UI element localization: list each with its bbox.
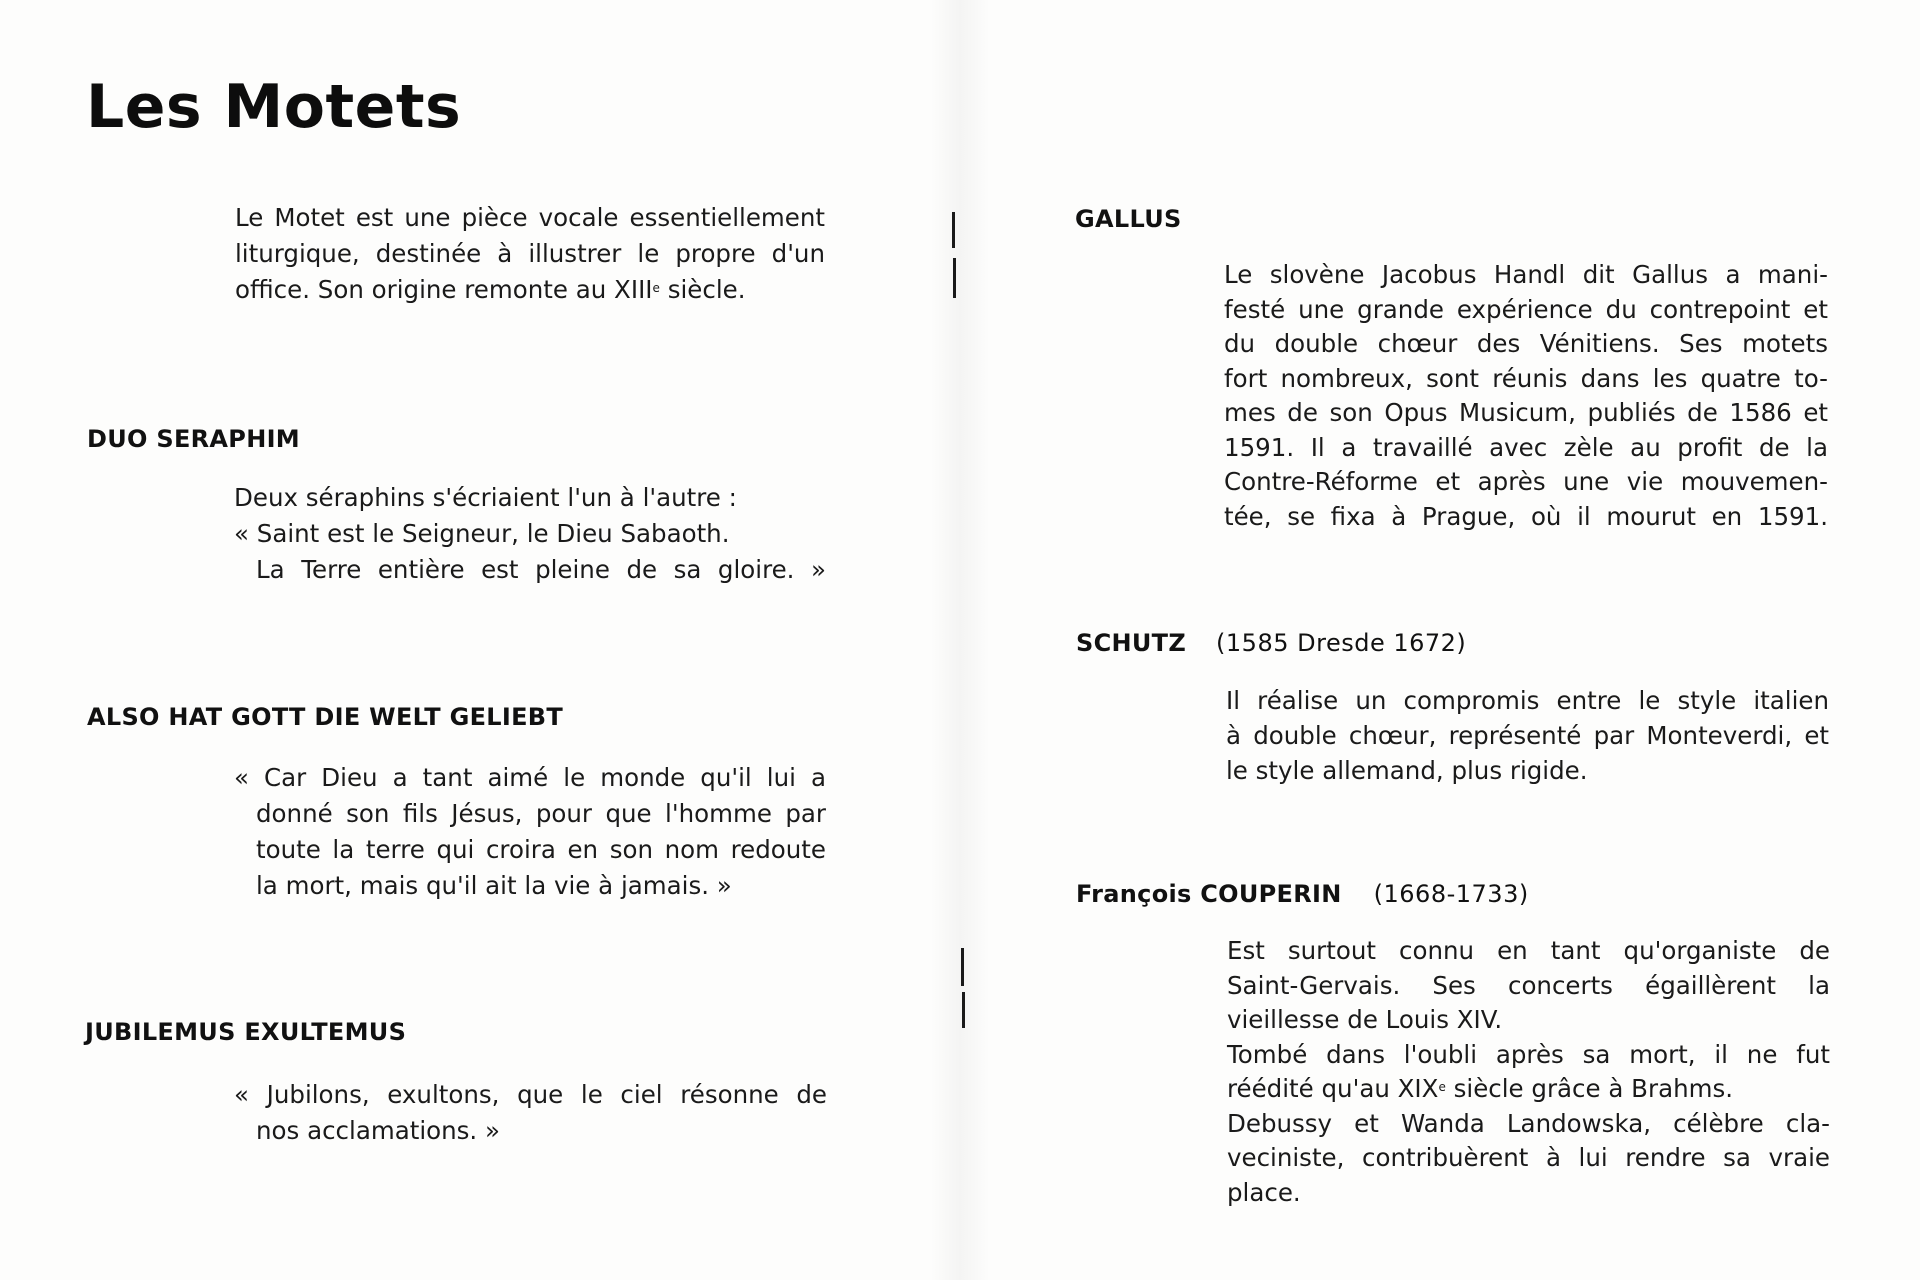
text-line: fort nombreux, sont réunis dans les quatre to- <box>1224 363 1828 393</box>
schutz-text <box>1226 683 1829 788</box>
text-line: réédité qu'au XIXe siècle grâce à Brahms. <box>1227 1074 1734 1103</box>
text-line: office. Son origine remonte au XIIIe siècle. <box>235 275 746 304</box>
intro-paragraph <box>235 200 825 308</box>
page-title: Les Motets <box>86 72 462 142</box>
text-line: festé une grande expérience du contrepoint et <box>1224 294 1828 324</box>
section-heading-also-hat-gott: ALSO HAT GOTT DIE WELT GELIEBT <box>87 703 564 731</box>
text-line: le style allemand, plus rigide. <box>1226 756 1588 785</box>
text-line: liturgique, destinée à illustrer le propre d'un <box>235 239 825 268</box>
text-line: la mort, mais qu'il ait la vie à jamais. » <box>256 871 732 900</box>
text-line: place. <box>1227 1177 1301 1207</box>
text-line: du double chœur des Vénitiens. Ses motets <box>1224 329 1828 358</box>
composer-name: SCHUTZ <box>1076 629 1187 657</box>
composer-dates: (1585 Dresde 1672) <box>1216 629 1467 657</box>
crop-mark <box>962 992 965 1028</box>
also-hat-gott-text <box>234 760 826 904</box>
section-heading-gallus: GALLUS <box>1075 205 1182 233</box>
text-line: Saint-Gervais. Ses concerts égaillèrent la <box>1227 970 1830 1000</box>
text-line: « Car Dieu a tant aimé le monde qu'il lui a <box>234 763 826 792</box>
text-line: « Saint est le Seigneur, le Dieu Sabaoth. <box>234 519 730 548</box>
text-line: 1591. Il a travaillé avec zèle au profit de la <box>1224 432 1828 462</box>
text-line: Tombé dans l'oubli après sa mort, il ne fut <box>1227 1039 1830 1069</box>
page-gutter <box>930 0 990 1280</box>
text-line: Contre-Réforme et après une vie mouvemen- <box>1224 467 1828 496</box>
text-line: Le slovène Jacobus Handl dit Gallus a mani- <box>1224 260 1828 289</box>
gallus-text <box>1224 258 1828 534</box>
composer-name: François COUPERIN <box>1076 880 1342 908</box>
text-line: veciniste, contribuèrent à lui rendre sa vraie <box>1227 1143 1830 1172</box>
text-line: Il réalise un compromis entre le style italien <box>1226 686 1829 715</box>
section-heading-couperin <box>1076 880 1529 908</box>
couperin-text <box>1227 934 1830 1210</box>
text-line: Est surtout connu en tant qu'organiste de <box>1227 936 1830 965</box>
text-line: Le Motet est une pièce vocale essentiellement <box>235 203 825 232</box>
section-heading-jubilemus: JUBILEMUS EXULTEMUS <box>85 1018 407 1046</box>
text-line: vieillesse de Louis XIV. <box>1227 1005 1503 1034</box>
section-heading-duo-seraphim: DUO SERAPHIM <box>87 425 300 453</box>
text-line: tée, se fixa à Prague, où il mourut en 1591. <box>1224 501 1828 531</box>
crop-mark <box>952 212 955 248</box>
composer-dates: (1668-1733) <box>1373 880 1529 908</box>
section-heading-schutz <box>1076 629 1466 657</box>
text-line: toute la terre qui croira en son nom redoute <box>256 835 826 864</box>
text-line: donné son fils Jésus, pour que l'homme par <box>256 799 826 828</box>
duo-seraphim-text <box>234 480 826 588</box>
text-line: « Jubilons, exultons, que le ciel résonne de <box>234 1080 827 1109</box>
crop-mark <box>961 948 964 986</box>
crop-mark <box>953 258 956 298</box>
text-line: La Terre entière est pleine de sa gloire. » <box>256 555 826 584</box>
text-line: à double chœur, représenté par Monteverdi, et <box>1226 721 1829 750</box>
text-line: Debussy et Wanda Landowska, célèbre cla- <box>1227 1108 1830 1138</box>
text-line: mes de son Opus Musicum, publiés de 1586 et <box>1224 398 1828 427</box>
text-line: nos acclamations. » <box>256 1116 500 1145</box>
text-line: Deux séraphins s'écriaient l'un à l'autre : <box>234 483 737 512</box>
jubilemus-text <box>234 1077 827 1149</box>
